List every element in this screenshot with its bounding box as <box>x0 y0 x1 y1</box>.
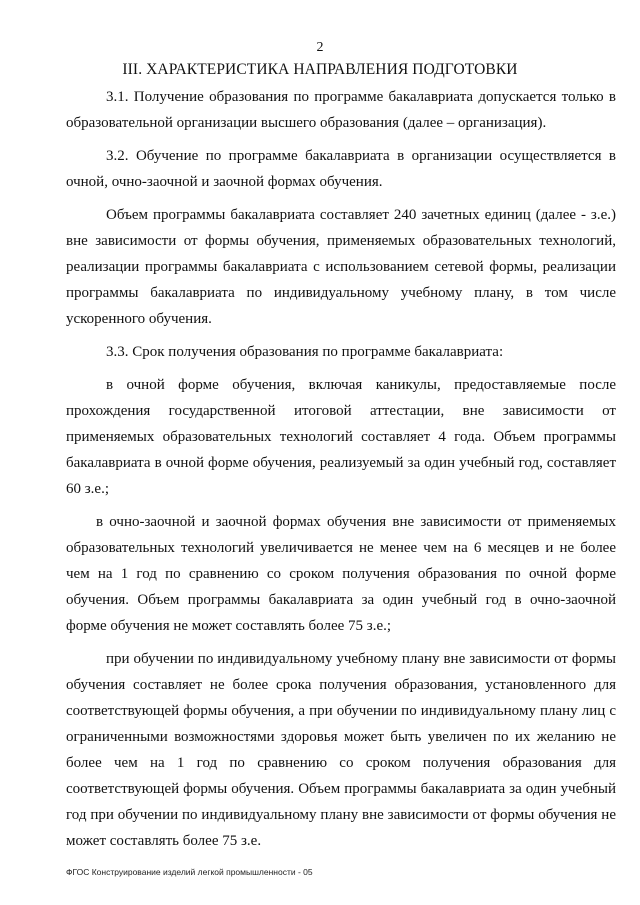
document-body <box>66 84 616 861</box>
section-heading: III. ХАРАКТЕРИСТИКА НАПРАВЛЕНИЯ ПОДГОТОВКИ <box>122 61 518 78</box>
paragraph-3-3: 3.3. Срок получения образования по программе бакалавриата: <box>106 344 504 360</box>
paragraph-volume: Объем программы бакалавриата составляет 240 зачетных единиц (далее - з.е.) вне зависимости от формы обучения, применяемых образовательных технологий, реализации программы бакалавриата с использованием сетевой формы, реализации программы бакалавриата по индивидуальному учебному плану, в том числе ускоренного обучения. <box>66 207 616 327</box>
paragraph-part-time: в очно-заочной и заочной формах обучения вне зависимости от применяемых образовательных технологий увеличивается не менее чем на 6 месяцев и не более чем на 1 год по сравнению со сроком получения образования по очной форме обучения. Объем программы бакалавриата за один учебный год в очно-заочной форме обучения не может составлять более 75 з.е.; <box>66 514 616 634</box>
page-number: 2 <box>316 40 324 55</box>
paragraph-3-2: 3.2. Обучение по программе бакалавриата в организации осуществляется в очной, очно-заочной и заочной формах обучения. <box>66 148 616 190</box>
paragraph-individual-plan: при обучении по индивидуальному учебному плану вне зависимости от формы обучения составляет не более срока получения образования, установленного для соответствующей формы обучения, а при обучении по индивидуальному плану лиц с ограниченными возможностями здоровья может быть увеличен по их желанию не более чем на 1 год по сравнению со сроком получения образования для соответствующей формы обучения. Объем программы бакалавриата за один учебный год при обучении по индивидуальному плану вне зависимости от формы обучения не может составлять более 75 з.е. <box>66 651 616 849</box>
footer-note: ФГОС Конструирование изделий легкой промышленности - 05 <box>66 867 313 877</box>
paragraph-full-time: в очной форме обучения, включая каникулы, предоставляемые после прохождения государственной итоговой аттестации, вне зависимости от применяемых образовательных технологий составляет 4 года. Объем программы бакалавриата в очной форме обучения, реализуемый за один учебный год, составляет 60 з.е.; <box>66 377 616 497</box>
paragraph-3-1: 3.1. Получение образования по программе бакалавриата допускается только в образовательной организации высшего образования (далее – организация). <box>66 89 616 131</box>
